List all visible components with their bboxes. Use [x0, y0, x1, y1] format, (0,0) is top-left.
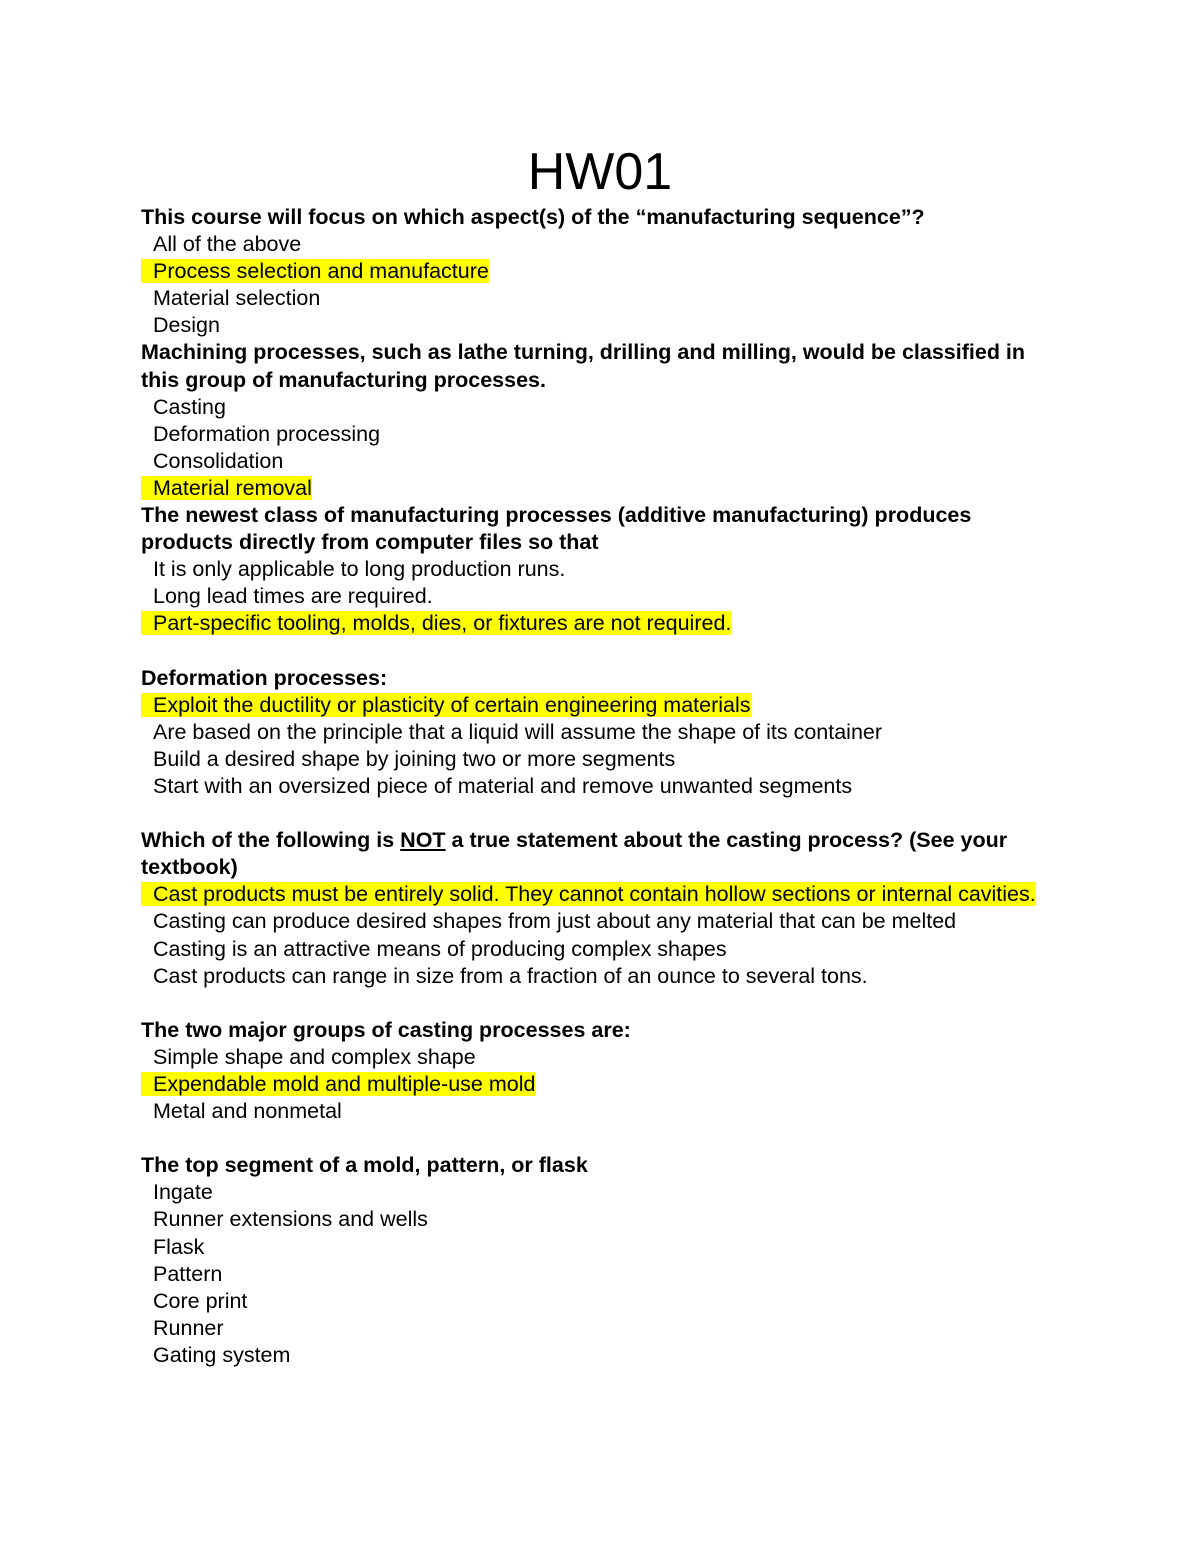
- question-block-6: [141, 1017, 1061, 1125]
- question-emphasis: NOT: [400, 828, 446, 853]
- answer-option: [141, 1342, 1061, 1369]
- answer-option: [141, 285, 1061, 312]
- paragraph-spacer: [141, 638, 1061, 665]
- answer-option: [141, 1234, 1061, 1261]
- answer-text: Process selection and manufacture: [141, 259, 489, 283]
- answer-text: Exploit the ductility or plasticity of certain engineering materials: [141, 693, 751, 717]
- answer-option-highlighted: [141, 881, 1061, 908]
- question-text-7: The top segment of a mold, pattern, or flask: [141, 1153, 588, 1178]
- question-text-2: Machining processes, such as lathe turning, drilling and milling, would be classified in this group of manufacturing processes.: [141, 340, 1026, 392]
- answer-text: Design: [153, 313, 220, 338]
- answer-option: [141, 448, 1061, 475]
- question-block-3: [141, 502, 1061, 637]
- answer-option: [141, 746, 1061, 773]
- answer-text: Material selection: [153, 286, 321, 311]
- answer-text: Metal and nonmetal: [153, 1099, 342, 1124]
- paragraph-spacer: [141, 800, 1061, 827]
- answer-option-highlighted: [141, 610, 1061, 637]
- answer-option: [141, 1206, 1061, 1233]
- answer-option: [141, 1315, 1061, 1342]
- answer-option: [141, 231, 1061, 258]
- answer-text: Material removal: [141, 476, 312, 500]
- answer-text: Build a desired shape by joining two or more segments: [153, 746, 676, 771]
- answer-option: [141, 963, 1061, 990]
- answer-list-5: [141, 881, 1061, 989]
- answer-option: [141, 1044, 1061, 1071]
- answer-text: Runner extensions and wells: [153, 1207, 428, 1232]
- answer-list-6: [141, 1044, 1061, 1125]
- answer-option: [141, 1288, 1061, 1315]
- answer-text: Cast products can range in size from a fraction of an ounce to several tons.: [153, 963, 868, 988]
- answer-option: [141, 394, 1061, 421]
- answer-text: All of the above: [153, 232, 302, 257]
- question-block-1: [141, 204, 1061, 339]
- question-block-7: [141, 1152, 1061, 1369]
- answer-text: Deformation processing: [153, 421, 381, 446]
- answer-text: Gating system: [153, 1342, 291, 1367]
- document-body: [141, 204, 1061, 1369]
- question-text-part: Which of the following is: [141, 828, 401, 853]
- answer-option: [141, 1179, 1061, 1206]
- answer-text: Consolidation: [153, 448, 284, 473]
- answer-text: Cast products must be entirely solid. They cannot contain hollow sections or internal cavities.: [141, 882, 1036, 906]
- answer-text: Simple shape and complex shape: [153, 1044, 476, 1069]
- page-title: HW01: [527, 143, 673, 201]
- question-text-3: The newest class of manufacturing processes (additive manufacturing) produces products directly from computer files so that: [141, 503, 972, 555]
- answer-text: Flask: [153, 1234, 205, 1259]
- question-block-4: [141, 665, 1061, 800]
- answer-option: [141, 556, 1061, 583]
- answer-option: [141, 1261, 1061, 1288]
- answer-option-highlighted: [141, 258, 1061, 285]
- question-text-5: [141, 827, 1061, 881]
- answer-option: [141, 1098, 1061, 1125]
- paragraph-spacer: [141, 1125, 1061, 1152]
- question-text-4: Deformation processes:: [141, 665, 388, 690]
- answer-option-highlighted: [141, 692, 1061, 719]
- answer-list-4: [141, 692, 1061, 800]
- answer-text: Expendable mold and multiple-use mold: [141, 1072, 535, 1096]
- answer-option: [141, 421, 1061, 448]
- answer-text: Core print: [153, 1288, 248, 1313]
- answer-text: Pattern: [153, 1261, 223, 1286]
- answer-option-highlighted: [141, 475, 1061, 502]
- question-text-1: This course will focus on which aspect(s) of the “manufacturing sequence”?: [141, 205, 925, 229]
- answer-list-1: [141, 231, 1061, 339]
- answer-list-3: [141, 556, 1061, 637]
- answer-text: It is only applicable to long production runs.: [153, 557, 566, 582]
- answer-list-7: [141, 1179, 1061, 1369]
- question-text-6: The two major groups of casting processes are:: [141, 1017, 631, 1042]
- answer-text: Ingate: [153, 1180, 213, 1205]
- question-block-2: [141, 339, 1061, 502]
- answer-text: Long lead times are required.: [153, 584, 433, 609]
- answer-option: [141, 719, 1061, 746]
- answer-text: Casting can produce desired shapes from just about any material that can be melted: [153, 909, 957, 934]
- answer-text: Part-specific tooling, molds, dies, or fixtures are not required.: [141, 611, 731, 635]
- answer-text: Start with an oversized piece of material and remove unwanted segments: [153, 773, 853, 798]
- answer-text: Are based on the principle that a liquid will assume the shape of its container: [153, 719, 883, 744]
- answer-text: Runner: [153, 1315, 224, 1340]
- question-block-5: [141, 827, 1061, 990]
- answer-option: [141, 936, 1061, 963]
- answer-option: [141, 908, 1061, 935]
- answer-option: [141, 773, 1061, 800]
- answer-text: Casting is an attractive means of producing complex shapes: [153, 936, 727, 961]
- answer-list-2: [141, 394, 1061, 502]
- answer-option: [141, 583, 1061, 610]
- question-text-part: a true statement about the casting process? (See your textbook): [141, 828, 1008, 880]
- answer-option: [141, 312, 1061, 339]
- paragraph-spacer: [141, 990, 1061, 1017]
- answer-option-highlighted: [141, 1071, 1061, 1098]
- answer-text: Casting: [153, 394, 226, 419]
